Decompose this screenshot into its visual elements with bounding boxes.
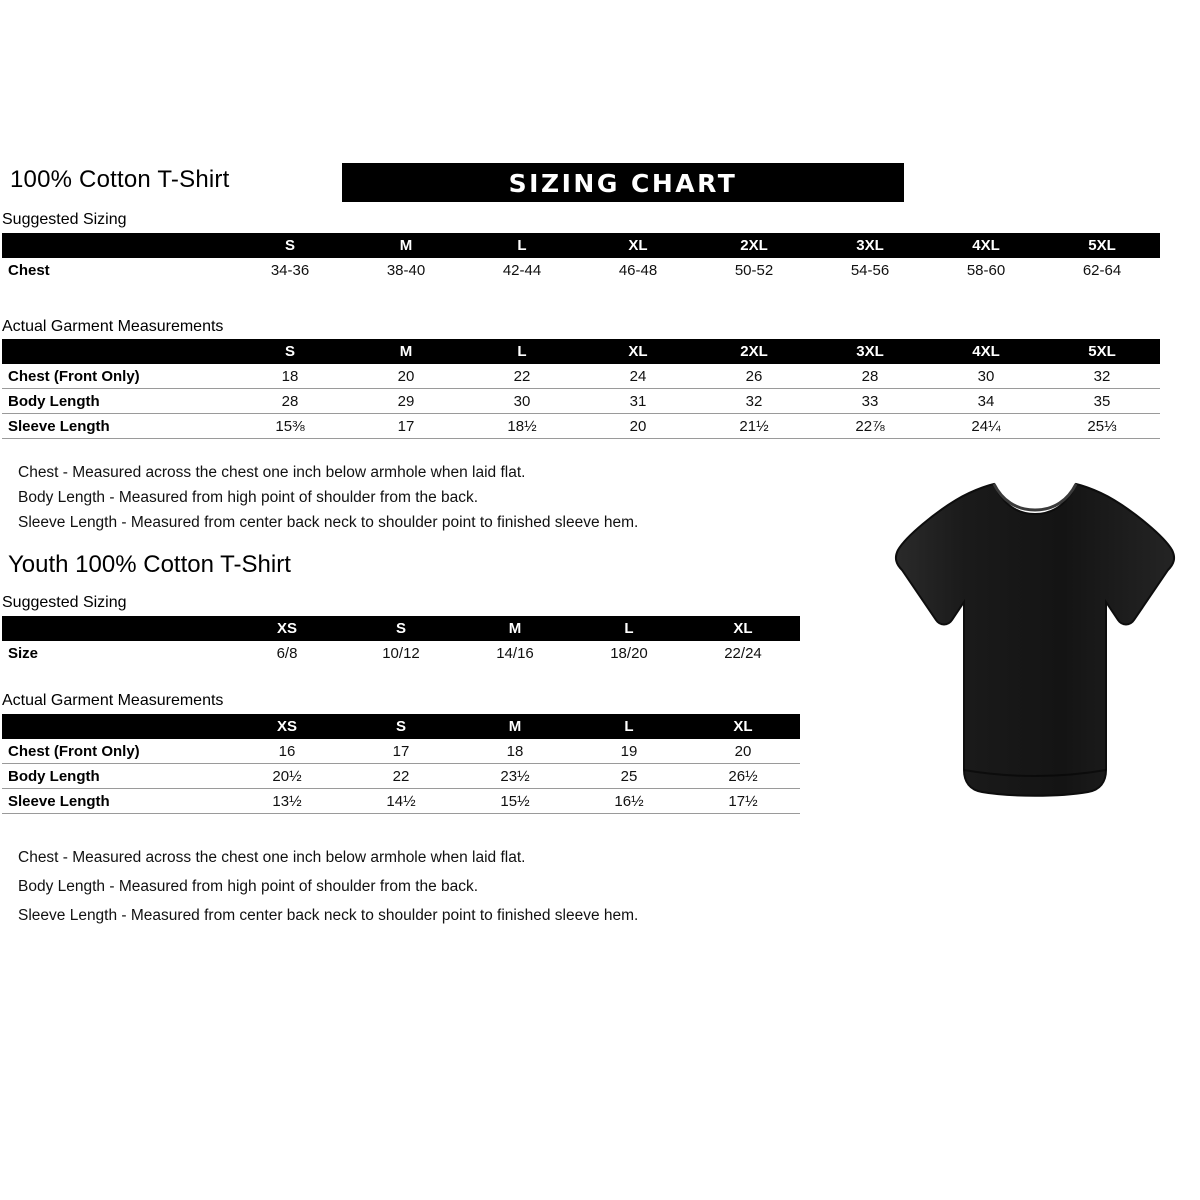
table-row — [2, 364, 1160, 389]
table-cell: 19 — [572, 739, 686, 764]
table-cell: 50-52 — [734, 261, 774, 279]
youth-actual-measurements-table — [2, 714, 800, 814]
table-cell: 32 — [1044, 364, 1160, 389]
table-row — [2, 389, 1160, 414]
adult-actual-measurements-table — [2, 339, 1160, 439]
note-sleeve-length: Sleeve Length - Measured from center back neck to shoulder point to finished sleeve hem. — [18, 514, 639, 531]
header-cell: L — [572, 616, 686, 641]
table-cell: 18½ — [464, 414, 580, 439]
tshirt-product-image — [890, 470, 1180, 810]
header-cell: M — [348, 233, 464, 258]
header-cell: 3XL — [812, 339, 928, 364]
youth-suggested-sizing-label: Suggested Sizing — [2, 594, 127, 611]
note-body-length: Body Length - Measured from high point of shoulder from the back. — [18, 878, 479, 895]
table-cell: 18 — [458, 739, 572, 764]
table-cell: 24¼ — [928, 414, 1044, 439]
table-cell: 20 — [580, 414, 696, 439]
table-cell: 32 — [696, 389, 812, 414]
sizing-chart-banner — [342, 163, 904, 202]
table-cell: 31 — [580, 389, 696, 414]
table-cell: 20 — [348, 364, 464, 389]
row-label: Chest — [8, 261, 50, 279]
table-cell: 20 — [686, 739, 800, 764]
header-cell: M — [348, 339, 464, 364]
table-cell: 25⅓ — [1044, 414, 1160, 439]
table-cell: 22⅞ — [812, 414, 928, 439]
table-cell: 34-36 — [270, 261, 310, 279]
header-cell: XL — [686, 616, 800, 641]
table-cell: 58-60 — [966, 261, 1006, 279]
table-cell: 22 — [464, 364, 580, 389]
table-header-row — [2, 616, 800, 641]
table-cell: 34 — [928, 389, 1044, 414]
header-cell: XL — [580, 233, 696, 258]
table-header-row — [2, 714, 800, 739]
adult-suggested-sizing-table — [2, 233, 1160, 282]
adult-measurement-notes — [18, 460, 638, 535]
table-cell: 42-44 — [502, 261, 542, 279]
table-cell: 23½ — [458, 764, 572, 789]
table-cell: 20½ — [230, 764, 344, 789]
header-cell: M — [458, 616, 572, 641]
tshirt-icon — [890, 470, 1180, 810]
table-cell: 25 — [572, 764, 686, 789]
header-cell: L — [464, 233, 580, 258]
table-cell: 26 — [696, 364, 812, 389]
youth-suggested-sizing-table — [2, 616, 800, 665]
header-cell — [2, 714, 230, 739]
sizing-chart-banner-text: SIZING CHART — [508, 169, 738, 198]
table-cell: 14/16 — [496, 644, 534, 662]
table-cell: 26½ — [686, 764, 800, 789]
header-cell: 4XL — [928, 339, 1044, 364]
table-cell: 16 — [230, 739, 344, 764]
table-cell: 28 — [232, 389, 348, 414]
table-cell: 33 — [812, 389, 928, 414]
row-label: Body Length — [2, 389, 232, 414]
note-body-length: Body Length - Measured from high point of shoulder from the back. — [18, 489, 479, 506]
header-cell: S — [344, 714, 458, 739]
header-cell: XS — [230, 714, 344, 739]
header-cell: XL — [580, 339, 696, 364]
table-cell: 54-56 — [850, 261, 890, 279]
table-cell: 22 — [344, 764, 458, 789]
table-cell: 15½ — [458, 789, 572, 814]
header-cell: L — [464, 339, 580, 364]
note-chest: Chest - Measured across the chest one inch below armhole when laid flat. — [18, 849, 526, 866]
table-row — [2, 764, 800, 789]
header-cell — [2, 616, 230, 641]
table-cell: 18 — [232, 364, 348, 389]
header-cell: S — [232, 233, 348, 258]
table-cell: 16½ — [572, 789, 686, 814]
table-cell: 22/24 — [724, 644, 762, 662]
table-row — [2, 641, 800, 665]
header-cell — [2, 339, 232, 364]
note-sleeve-length: Sleeve Length - Measured from center back neck to shoulder point to finished sleeve hem. — [18, 907, 639, 924]
table-cell: 29 — [348, 389, 464, 414]
table-cell: 10/12 — [382, 644, 420, 662]
header-cell: XL — [686, 714, 800, 739]
table-header-row — [2, 233, 1160, 258]
table-cell: 18/20 — [610, 644, 648, 662]
header-cell: 4XL — [928, 233, 1044, 258]
youth-measurement-notes — [18, 843, 638, 930]
row-label: Size — [8, 644, 39, 662]
header-cell: XS — [230, 616, 344, 641]
note-chest: Chest - Measured across the chest one inch below armhole when laid flat. — [18, 464, 526, 481]
youth-section-title: Youth 100% Cotton T-Shirt — [8, 551, 291, 578]
table-header-row — [2, 339, 1160, 364]
adult-suggested-sizing-label: Suggested Sizing — [2, 211, 127, 228]
header-cell: M — [458, 714, 572, 739]
table-cell: 17 — [348, 414, 464, 439]
header-cell: 3XL — [812, 233, 928, 258]
row-label: Sleeve Length — [2, 414, 232, 439]
adult-actual-measurements-label: Actual Garment Measurements — [2, 318, 224, 335]
header-cell: S — [344, 616, 458, 641]
header-cell: S — [232, 339, 348, 364]
table-cell: 30 — [464, 389, 580, 414]
table-cell: 24 — [580, 364, 696, 389]
table-cell: 6/8 — [276, 644, 298, 662]
table-cell: 14½ — [344, 789, 458, 814]
adult-section-title: 100% Cotton T-Shirt — [10, 166, 230, 193]
table-cell: 17½ — [686, 789, 800, 814]
table-cell: 21½ — [696, 414, 812, 439]
header-cell: L — [572, 714, 686, 739]
table-cell: 13½ — [230, 789, 344, 814]
table-cell: 15⅜ — [232, 414, 348, 439]
table-cell: 17 — [344, 739, 458, 764]
row-label: Sleeve Length — [2, 789, 230, 814]
table-row — [2, 739, 800, 764]
table-cell: 35 — [1044, 389, 1160, 414]
table-cell: 62-64 — [1082, 261, 1122, 279]
youth-actual-measurements-label: Actual Garment Measurements — [2, 692, 224, 709]
table-row — [2, 789, 800, 814]
table-row — [2, 414, 1160, 439]
header-cell: 2XL — [696, 339, 812, 364]
table-cell: 28 — [812, 364, 928, 389]
table-cell: 38-40 — [386, 261, 426, 279]
header-cell: 5XL — [1044, 339, 1160, 364]
row-label: Chest (Front Only) — [2, 739, 230, 764]
header-cell: 5XL — [1044, 233, 1160, 258]
row-label: Body Length — [2, 764, 230, 789]
table-cell: 30 — [928, 364, 1044, 389]
header-cell — [2, 233, 232, 258]
row-label: Chest (Front Only) — [2, 364, 232, 389]
table-row — [2, 258, 1160, 282]
table-cell: 46-48 — [618, 261, 658, 279]
header-cell: 2XL — [696, 233, 812, 258]
